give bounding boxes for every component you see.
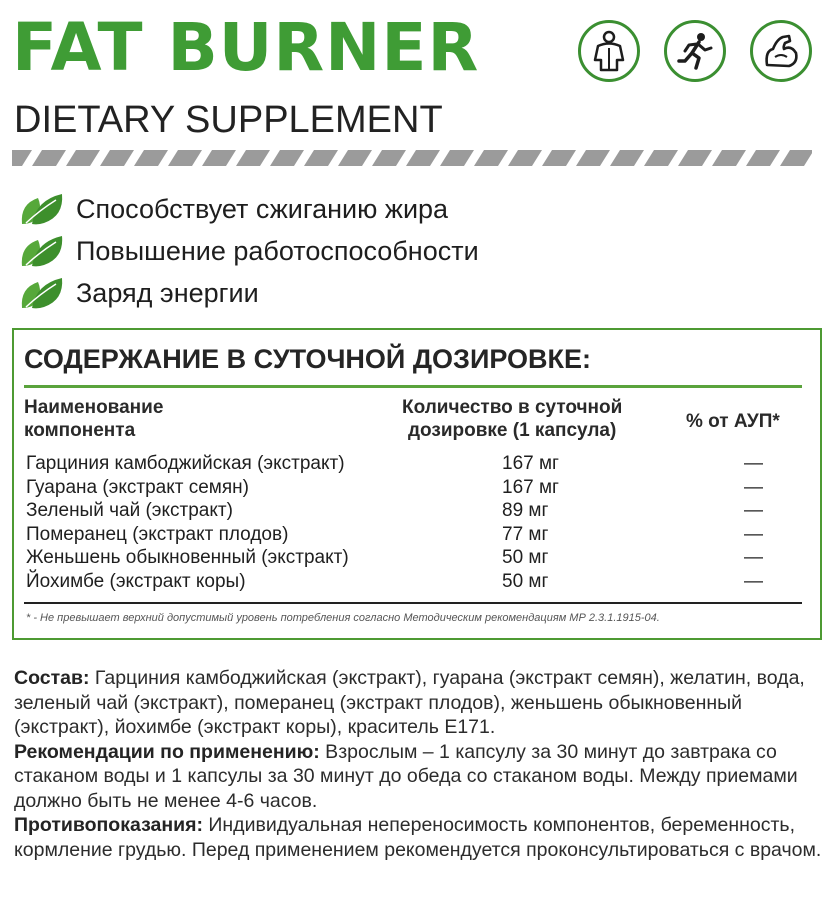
contraindications-label: Противопоказания: [14, 814, 203, 836]
benefit-text: Заряд энергии [76, 277, 259, 308]
component-name: Померанец (экстракт плодов) [26, 523, 289, 545]
component-amount: 167 мг [502, 476, 559, 498]
column-header-aup: % от АУП* [686, 411, 780, 432]
product-info [14, 666, 824, 862]
footnote: * - Не превышает верхний допустимый уровень потребления согласно Методическим рекомендациям МР 2.3.1.1915-04. [26, 612, 660, 624]
benefits-list [18, 188, 479, 314]
usage-label: Рекомендации по применению: [14, 740, 320, 763]
component-amount: 77 мг [502, 523, 549, 545]
benefit-item [18, 230, 479, 272]
contraindications-text: Индивидуальная непереносимость компонентов, беременность, кормление грудью. Перед применением рекомендуется проконсультироваться с врачом. [14, 814, 822, 861]
running-man-icon [664, 20, 726, 82]
leaf-icon [18, 274, 68, 312]
benefit-text: Способствует сжиганию жира [76, 193, 449, 224]
dosage-title: СОДЕРЖАНИЕ В СУТОЧНОЙ ДОЗИРОВКЕ: [24, 344, 592, 374]
leaf-icon [18, 190, 68, 228]
component-amount: 89 мг [502, 500, 549, 521]
dosage-table [12, 328, 822, 640]
component-aup: — [744, 547, 763, 568]
table-row [26, 476, 806, 500]
column-header-name: Наименование компонента [24, 397, 164, 441]
flexed-arm-icon [750, 20, 812, 82]
table-row [26, 452, 806, 476]
product-subtitle: DIETARY SUPPLEMENT [14, 99, 443, 141]
table-row [26, 546, 806, 570]
component-aup: — [744, 453, 763, 474]
dosage-rows [26, 452, 806, 593]
weight-loss-icon [578, 20, 640, 82]
composition-text: Гарциния камбоджийская (экстракт), гуарана (экстракт семян), желатин, вода, зеленый чай (экстракт), померанец (экстракт плодов), женьшень обыкновенный (экстракт), йохимбе (экстракт коры), краситель Е171. [14, 667, 805, 738]
table-row [26, 499, 806, 523]
table-row [26, 523, 806, 547]
component-name: Йохимбе (экстракт коры) [26, 570, 246, 592]
component-aup: — [744, 500, 763, 521]
component-name: Гуарана (экстракт семян) [26, 476, 249, 498]
header-stripe [12, 150, 812, 166]
column-header-amount: Количество в суточной дозировке (1 капсула) [402, 397, 623, 441]
component-amount: 167 мг [502, 453, 559, 474]
benefit-text: Повышение работоспособности [76, 235, 479, 266]
feature-badges [578, 20, 812, 82]
component-aup: — [744, 570, 763, 592]
usage-text: Взрослым – 1 капсулу за 30 минут до завтрака со стаканом воды и 1 капсулы за 30 минут до обеда со стаканом воды. Между приемами должно быть не менее 4-6 часов. [14, 740, 798, 812]
component-aup: — [744, 523, 763, 545]
table-row [26, 570, 806, 594]
leaf-icon [18, 232, 68, 270]
component-amount: 50 мг [502, 547, 549, 568]
composition-label: Состав: [14, 667, 90, 689]
product-title: FAT BURNER [12, 9, 480, 86]
component-aup: — [744, 476, 763, 498]
table-bottom-rule [24, 602, 802, 604]
component-name: Зеленый чай (экстракт) [26, 500, 233, 521]
benefit-item [18, 272, 479, 314]
divider [24, 385, 802, 388]
component-name: Гарциния камбоджийская (экстракт) [26, 453, 345, 474]
component-amount: 50 мг [502, 570, 549, 592]
benefit-item [18, 188, 479, 230]
component-name: Женьшень обыкновенный (экстракт) [26, 547, 349, 568]
